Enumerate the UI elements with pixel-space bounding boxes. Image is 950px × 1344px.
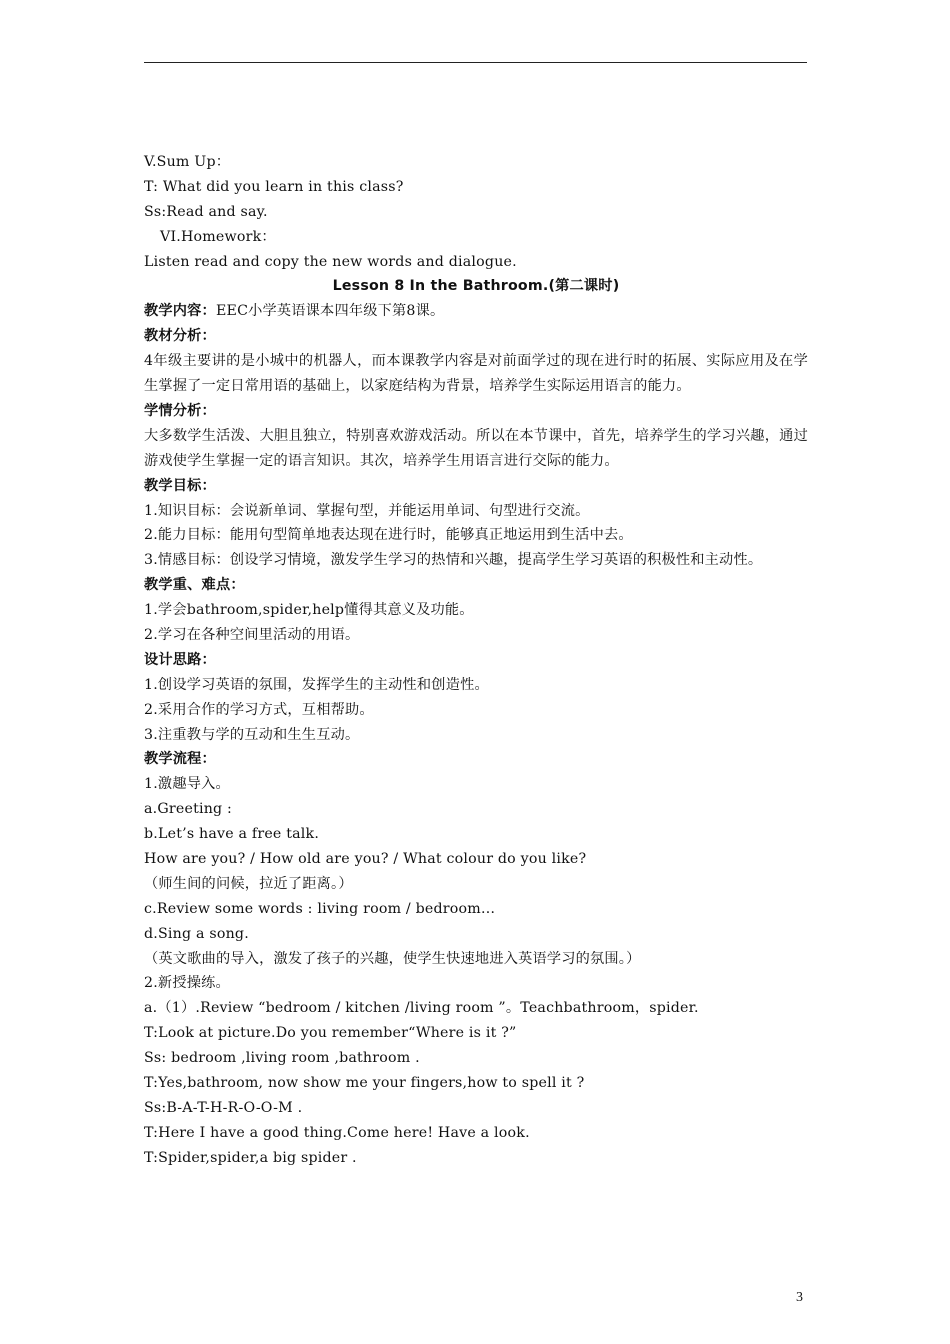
text-line: 2.采用合作的学习方式，互相帮助。 — [144, 701, 374, 718]
document-body — [144, 150, 808, 1171]
text-line-content: 教学内容：EEC小学英语课本四年级下第8课。 — [144, 303, 445, 320]
paragraph: 大多数学生活泼、大胆且独立，特别喜欢游戏活动。所以在本节课中，首先，培养学生的学习兴趣，通过游戏使学生掌握一定的语言知识。其次，培养学生用语言进行交际的能力。 — [144, 427, 808, 469]
section-heading: 教学目标： — [144, 477, 216, 494]
text-line: Ss: bedroom ,living room ,bathroom . — [144, 1050, 420, 1067]
content-label: 教学内容： — [144, 303, 216, 320]
text-line: T:Yes,bathroom, now show me your fingers,how to spell it ? — [144, 1075, 585, 1092]
paragraph: 3.情感目标：创设学习情境，激发学生学习的热情和兴趣，提高学生学习英语的积极性和主动性。 — [144, 552, 763, 569]
text-line: 2.新授操练。 — [144, 975, 230, 992]
text-line: （师生间的问候，拉近了距离。） — [144, 875, 353, 892]
text-line: T: What did you learn in this class? — [144, 178, 404, 195]
section-heading: 学情分析： — [144, 402, 216, 419]
text-line: T:Spider,spider,a big spider . — [144, 1149, 357, 1166]
text-line: T:Here I have a good thing.Come here! Have a look. — [144, 1124, 530, 1141]
text-line: V.Sum Up： — [144, 154, 231, 170]
section-heading: 设计思路： — [144, 651, 216, 668]
text-line: 1.知识目标：会说新单词、掌握句型，并能运用单词、句型进行交流。 — [144, 502, 590, 519]
text-line: 2.学习在各种空间里活动的用语。 — [144, 627, 360, 643]
text-line: How are you? / How old are you? / What colour do you like? — [144, 851, 587, 868]
lesson-title: Lesson 8 In the Bathroom.(第二课时) — [332, 278, 620, 295]
header-rule — [144, 62, 807, 63]
text-line: 1.学会bathroom,spider,help懂得其意义及功能。 — [144, 602, 474, 619]
text-line: VI.Homework： — [160, 228, 276, 245]
text-line: （英文歌曲的导入，激发了孩子的兴趣，使学生快速地进入英语学习的氛围。） — [144, 950, 641, 967]
text-line: Ss:B-A-T-H-R-O-O-M . — [144, 1099, 303, 1116]
paragraph: 4年级主要讲的是小城中的机器人，而本课教学内容是对前面学过的现在进行时的拓展、实际应用及在学生掌握了一定日常用语的基础上，以家庭结构为背景，培养学生实际运用语言的能力。 — [144, 353, 808, 395]
text-line: 2.能力目标：能用句型简单地表达现在进行时，能够真正地运用到生活中去。 — [144, 527, 633, 544]
text-line: 1.创设学习英语的氛围，发挥学生的主动性和创造性。 — [144, 676, 489, 693]
text-line: 1.激趣导入。 — [144, 776, 230, 793]
section-heading: 教学流程： — [144, 751, 216, 768]
text-line: 3.注重教与学的互动和生生互动。 — [144, 726, 360, 743]
text-line: T:Look at picture.Do you remember“Where is it ?” — [144, 1025, 517, 1042]
text-line: a.Greeting : — [144, 801, 233, 818]
text-line: Ss:Read and say. — [144, 203, 268, 220]
text-line: c.Review some words : living room / bedroom… — [144, 900, 496, 917]
section-heading: 教学重、难点： — [144, 577, 245, 594]
page-number: 3 — [796, 1290, 803, 1305]
text-line: b.Let’s have a free talk. — [144, 826, 320, 843]
text-line: a.（1）.Review “bedroom / kitchen /living room ”。Teachbathroom，spider. — [144, 1000, 699, 1017]
text-line: d.Sing a song. — [144, 925, 249, 942]
text-line: Listen read and copy the new words and dialogue. — [144, 253, 517, 270]
section-heading: 教材分析： — [144, 328, 216, 345]
